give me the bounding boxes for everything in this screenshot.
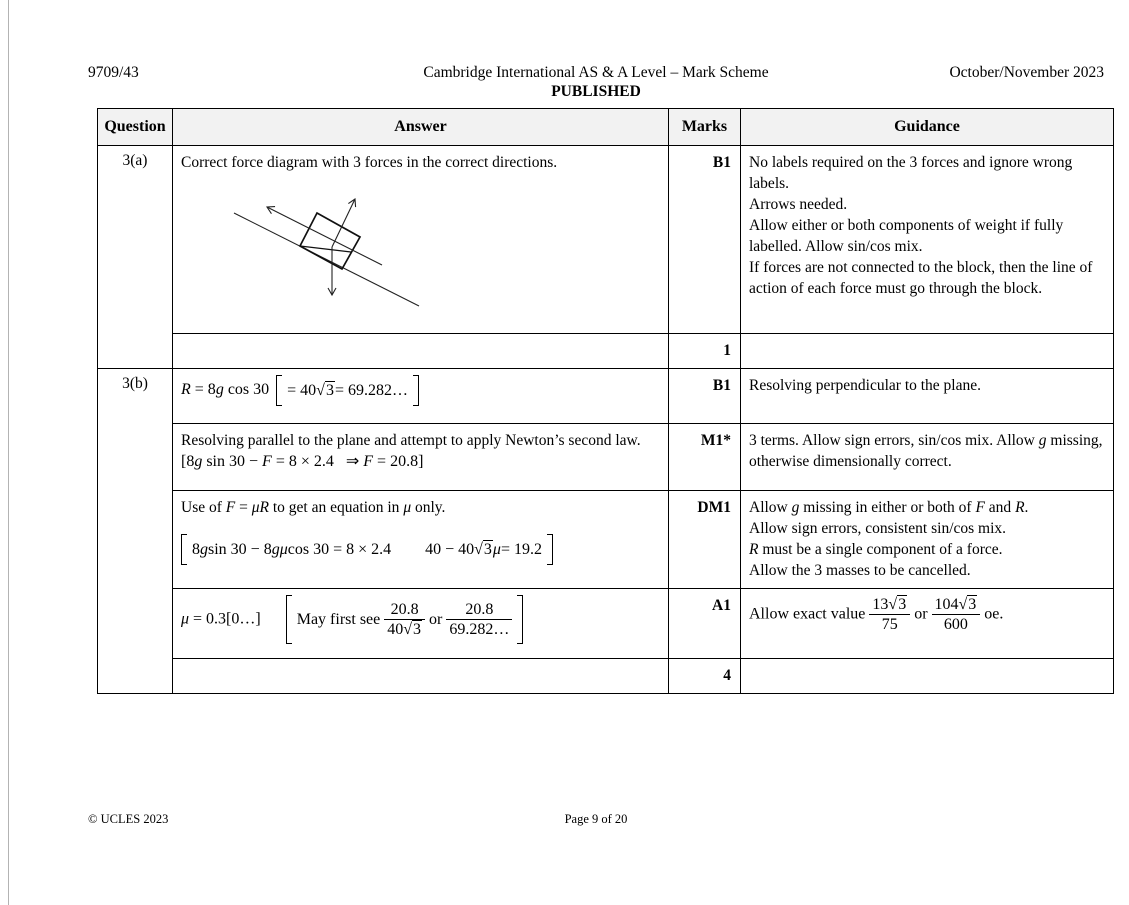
mark-code: M1*	[700, 432, 731, 449]
copyright-text: © UCLES 2023	[88, 812, 169, 826]
column-header-guidance: Guidance	[741, 109, 1114, 146]
mark-code: A1	[712, 597, 731, 614]
empty-answer-cell	[173, 659, 669, 694]
marks-cell-3b-b1	[669, 369, 741, 424]
guidance-cell-3b-dm1	[741, 491, 1114, 589]
radical-sign: √	[888, 596, 898, 613]
empty-guidance-cell	[741, 334, 1114, 369]
page-header	[88, 64, 1104, 101]
guidance-line: If forces are not connected to the block, then the line of action of each force must go through the block.	[749, 259, 1093, 297]
bracket-group: = 40 √3 = 69.282…	[276, 375, 419, 406]
footer-spacer	[627, 812, 1104, 827]
equation-mu	[181, 534, 660, 565]
answer-text-3a: Correct force diagram with 3 forces in the correct directions.	[181, 154, 558, 171]
radical: √3	[403, 621, 422, 639]
subtotal-marks-3a	[669, 334, 741, 369]
window-edge-line	[8, 0, 9, 905]
guidance-line: R must be a single component of a force.	[749, 541, 1003, 558]
answer-text: Resolving parallel to the plane and attempt to apply Newton’s second law.	[181, 432, 641, 449]
subtotal-marks-3b	[669, 659, 741, 694]
radical-sign: √	[403, 621, 413, 639]
guidance-line: Allow either or both components of weight if fully labelled. Allow sin/cos mix.	[749, 217, 1064, 255]
question-label-3a: 3(a)	[98, 146, 173, 369]
subtotal-value: 4	[723, 667, 731, 684]
session-date: October/November 2023	[949, 64, 1104, 81]
guidance-line: Allow g missing in either or both of F and R.	[749, 499, 1029, 516]
subtotal-value: 1	[723, 342, 731, 359]
radical: √3	[316, 382, 334, 399]
answer-cell-3b-a1	[173, 589, 669, 659]
force-diagram	[227, 189, 660, 327]
marks-cell-3b-a1	[669, 589, 741, 659]
page-number: Page 9 of 20	[564, 812, 628, 826]
empty-guidance-cell	[741, 659, 1114, 694]
mark-scheme-table	[97, 108, 1114, 694]
equation-perpendicular: R = 8g cos 30 = 40 √3 = 69.282…	[181, 375, 660, 406]
guidance-cell-3b-b1	[741, 369, 1114, 424]
answer-cell-3b-m1	[173, 424, 669, 491]
radical-sign: √	[474, 541, 483, 558]
row-3b-b1	[98, 369, 1114, 424]
fraction: $\frac{20.8}{40√3}$	[384, 600, 425, 639]
marks-cell-3b-m1	[669, 424, 741, 491]
equation-newton-second-law: [8g sin 30 − F = 8 × 2.4 ⇒ F = 20.8]	[181, 453, 424, 470]
block-outline	[300, 213, 360, 269]
guidance-cell-3b-m1	[741, 424, 1114, 491]
guidance-line: No labels required on the 3 forces and ignore wrong labels.	[749, 154, 1073, 192]
guidance-cell-3a	[741, 146, 1114, 334]
equation-mu-value: μ = 0.3[0…] May first see $\frac{20.8}{40√3}$ or $\frac{20.8}{69.282\dots}$	[181, 595, 660, 644]
mark-code: B1	[712, 154, 731, 171]
row-3b-m1	[98, 424, 1114, 491]
answer-cell-3b-b1	[173, 369, 669, 424]
guidance-line: Allow the 3 masses to be cancelled.	[749, 562, 971, 579]
fraction: $\frac{20.8}{69.282\dots}$	[446, 600, 512, 639]
column-header-answer: Answer	[173, 109, 669, 146]
radical: √3	[474, 541, 492, 558]
document-title: Cambridge International AS & A Level – Mark Scheme	[423, 64, 769, 81]
answer-cell-3b-dm1	[173, 491, 669, 589]
row-3b-dm1	[98, 491, 1114, 589]
bracket-group: May first see $\frac{20.8}{40√3}$ or $\frac{20.8}{69.282\dots}$	[286, 595, 524, 644]
mark-code: B1	[712, 377, 731, 394]
row-3a-subtotal	[98, 334, 1114, 369]
bracket-right-arm	[413, 375, 419, 406]
row-3b-a1	[98, 589, 1114, 659]
radical: √3	[888, 596, 907, 613]
question-label-3b: 3(b)	[98, 369, 173, 694]
table-header-row	[98, 109, 1114, 146]
bracket-group: 8 g sin 30 − 8 gμ cos 30 = 8 × 2.4 40 − 40 √3 μ = 19.2	[181, 534, 553, 565]
fraction: $\frac{104√3}{600}$	[932, 595, 981, 634]
friction-arrow	[267, 207, 382, 265]
guidance-line: Arrows needed.	[749, 196, 848, 213]
marks-cell-3a	[669, 146, 741, 334]
column-header-marks: Marks	[669, 109, 741, 146]
bracket-right-arm	[547, 534, 553, 565]
answer-text: Use of F = μR to get an equation in μ only.	[181, 499, 446, 516]
guidance-cell-3b-a1	[741, 589, 1114, 659]
answer-cell-3a	[173, 146, 669, 334]
column-header-question: Question	[98, 109, 173, 146]
radical-sign: √	[958, 596, 968, 613]
guidance-line: Allow sign errors, consistent sin/cos mix.	[749, 520, 1007, 537]
incline-line	[234, 213, 419, 306]
bracket-right-arm	[517, 595, 523, 644]
marks-cell-3b-dm1	[669, 491, 741, 589]
row-3a	[98, 146, 1114, 334]
published-label: PUBLISHED	[551, 83, 641, 100]
radical-sign: √	[316, 382, 325, 399]
empty-answer-cell	[173, 334, 669, 369]
row-3b-subtotal	[98, 659, 1114, 694]
guidance-line: 3 terms. Allow sign errors, sin/cos mix. Allow g missing, otherwise dimensionally correct.	[749, 432, 1103, 470]
paper-code: 9709/43	[88, 64, 139, 81]
mark-code: DM1	[697, 499, 731, 516]
page-footer	[88, 812, 1104, 827]
radical: √3	[958, 596, 977, 613]
guidance-line: Resolving perpendicular to the plane.	[749, 377, 982, 394]
fraction: $\frac{13√3}{75}$	[869, 595, 910, 634]
guidance-line: Allow exact value $\frac{13√3}{75}$ or $\frac{104√3}{600}$ oe.	[749, 596, 1004, 634]
